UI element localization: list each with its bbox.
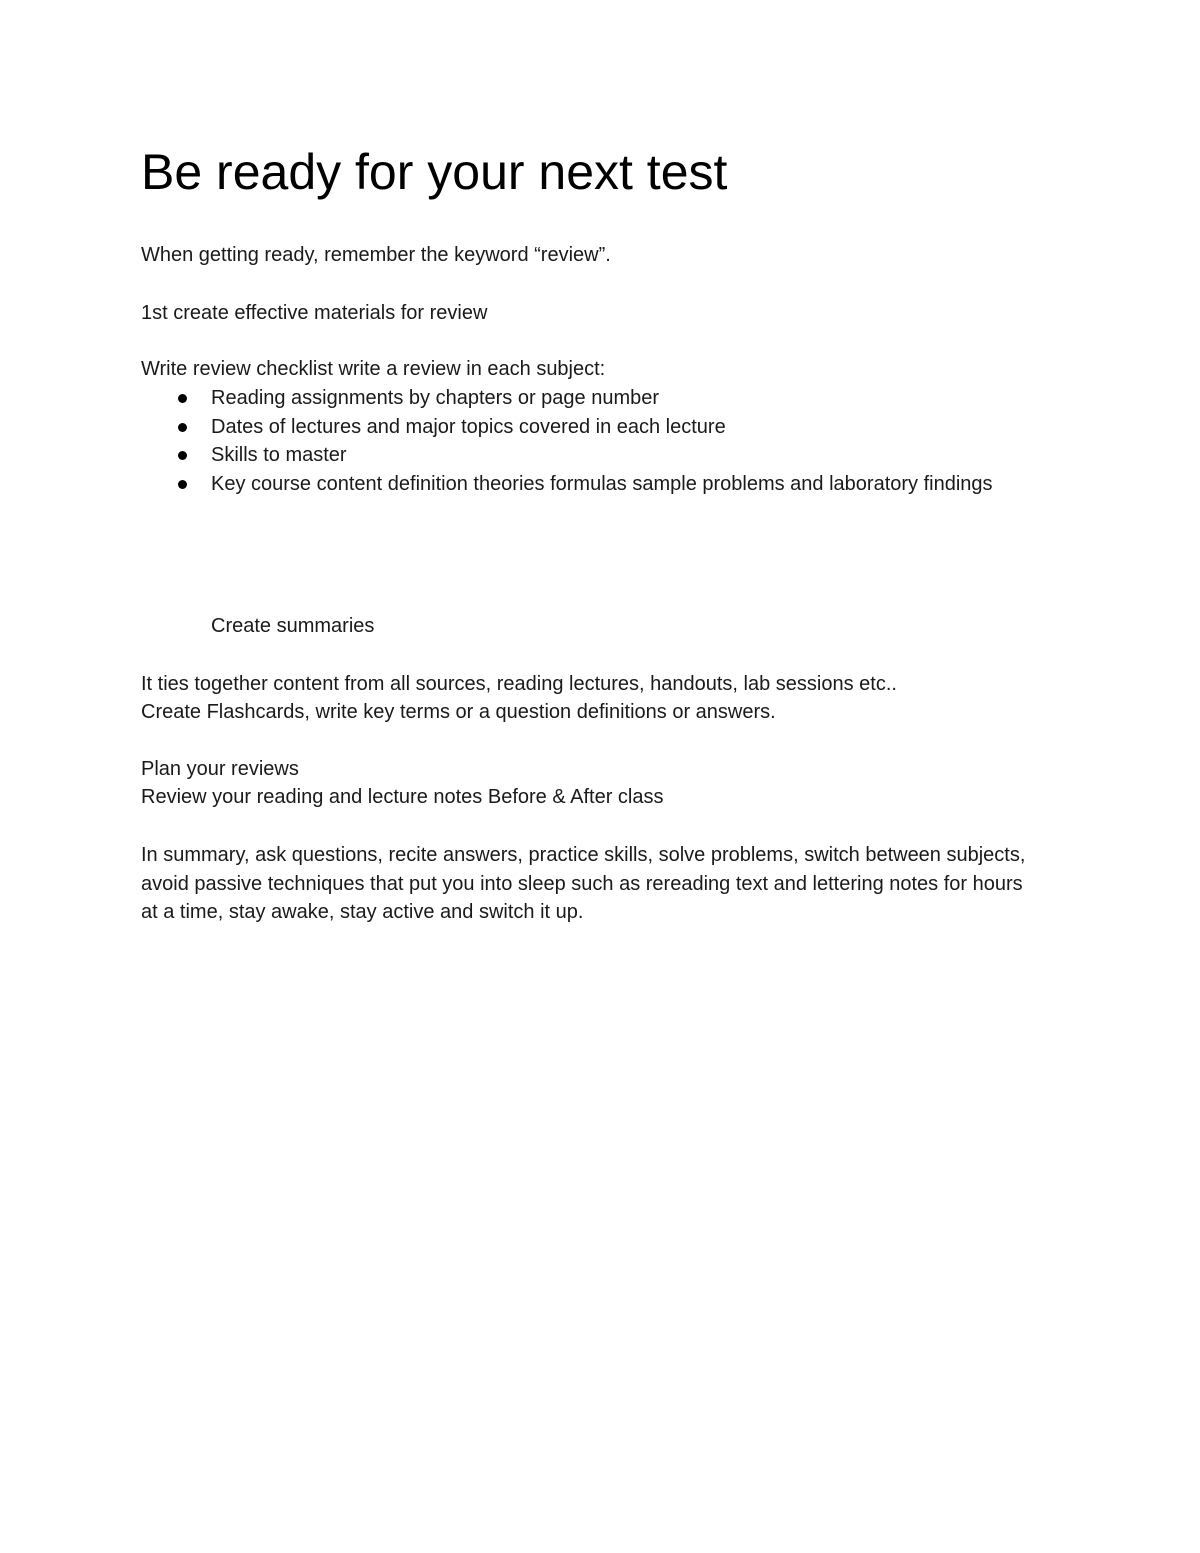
document-title: Be ready for your next test [141,144,728,200]
bullet-icon [178,480,187,489]
summaries-heading: Create summaries [211,615,375,637]
list-item-text: Reading assignments by chapters or page number [211,387,660,409]
list-item-text: Skills to master [211,444,347,466]
list-item [141,384,1021,413]
list-item-text: Dates of lectures and major topics covered in each lecture [211,415,726,438]
list-item [141,441,1021,470]
step-one-line: 1st create effective materials for review [141,302,488,324]
bullet-icon [178,451,187,460]
summaries-line-2: Create Flashcards, write key terms or a question definitions or answers. [141,701,776,723]
intro-line: When getting ready, remember the keyword “review”. [141,244,611,266]
summary-paragraph: In summary, ask questions, recite answers, practice skills, solve problems, switch between subjects, avoid passive techniques that put you into sleep such as rereading text and lettering notes for hours at a time, stay awake, stay active and switch it up. [141,844,1026,923]
checklist-heading: Write review checklist write a review in each subject: [141,358,606,380]
list-item [141,413,1021,442]
summaries-line-1: It ties together content from all sources, reading lectures, handouts, lab sessions etc.. [141,673,897,695]
list-item-text: Key course content definition theories formulas sample problems and laboratory findings [211,472,993,495]
checklist-list [141,384,1021,498]
bullet-icon [178,423,187,432]
list-item [141,470,1021,499]
bullet-icon [178,394,187,403]
plan-heading: Plan your reviews [141,758,299,780]
plan-line: Review your reading and lecture notes Before & After class [141,786,664,808]
